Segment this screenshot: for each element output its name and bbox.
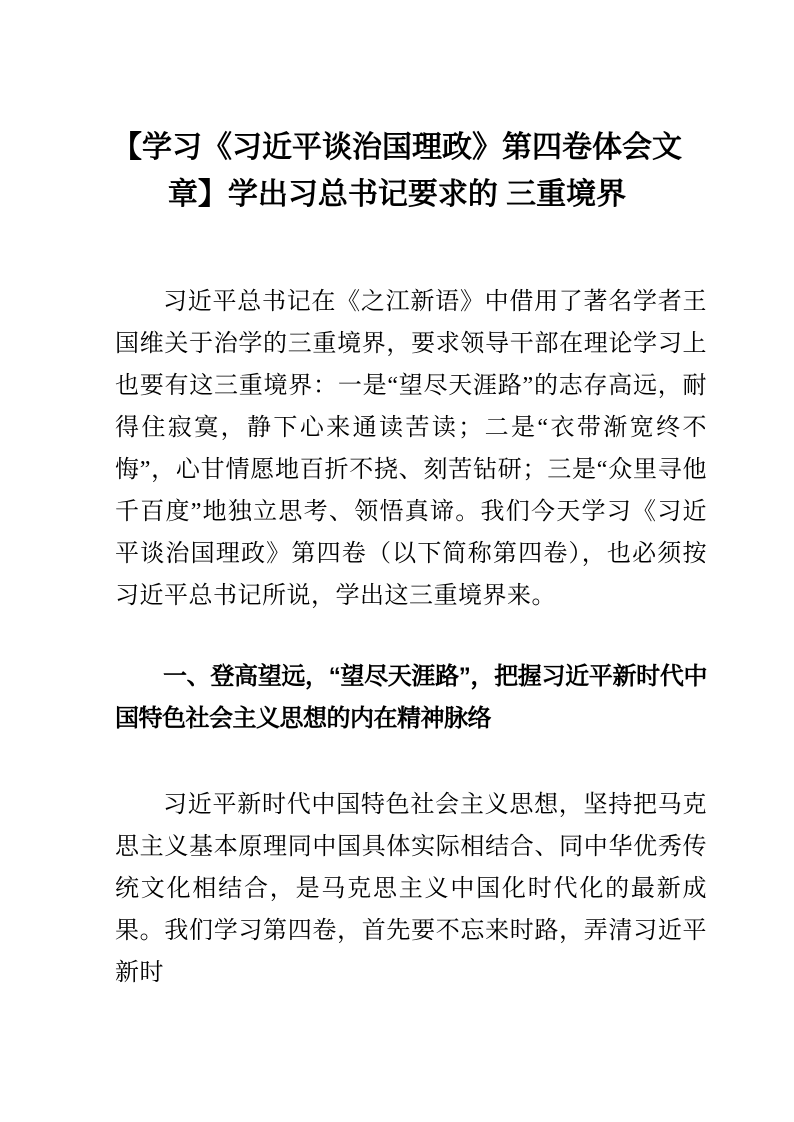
body-paragraph-section-1: 习近平新时代中国特色社会主义思想，坚持把马克思主义基本原理同中国具体实际相结合、同中华优秀传统文化相结合，是马克思主义中国化时代化的最新成果。我们学习第四卷，首先要不忘来时路，弄清习近平新时: [115, 792, 707, 986]
document-title: 【学习《习近平谈治国理政》第四卷体会文章】学出习总书记要求的 三重境界: [112, 131, 682, 211]
document-body: [115, 281, 707, 994]
section-heading-1: 一、登高望远，“望尽天涯路”，把握习近平新时代中国特色社会主义思想的内在精神脉络: [115, 663, 707, 732]
body-paragraph-intro: 习近平总书记在《之江新语》中借用了著名学者王国维关于治学的三重境界，要求领导干部在理论学习上也要有这三重境界：一是“望尽天涯路”的志存高远，耐得住寂寞，静下心来通读苦读；二是“衣带渐宽终不悔”，心甘情愿地百折不挠、刻苦钻研；三是“众里寻他千百度”地独立思考、领悟真谛。我们今天学习《习近平谈治国理政》第四卷（以下简称第四卷），也必须按习近平总书记所说，学出这三重境界来。: [115, 289, 707, 609]
